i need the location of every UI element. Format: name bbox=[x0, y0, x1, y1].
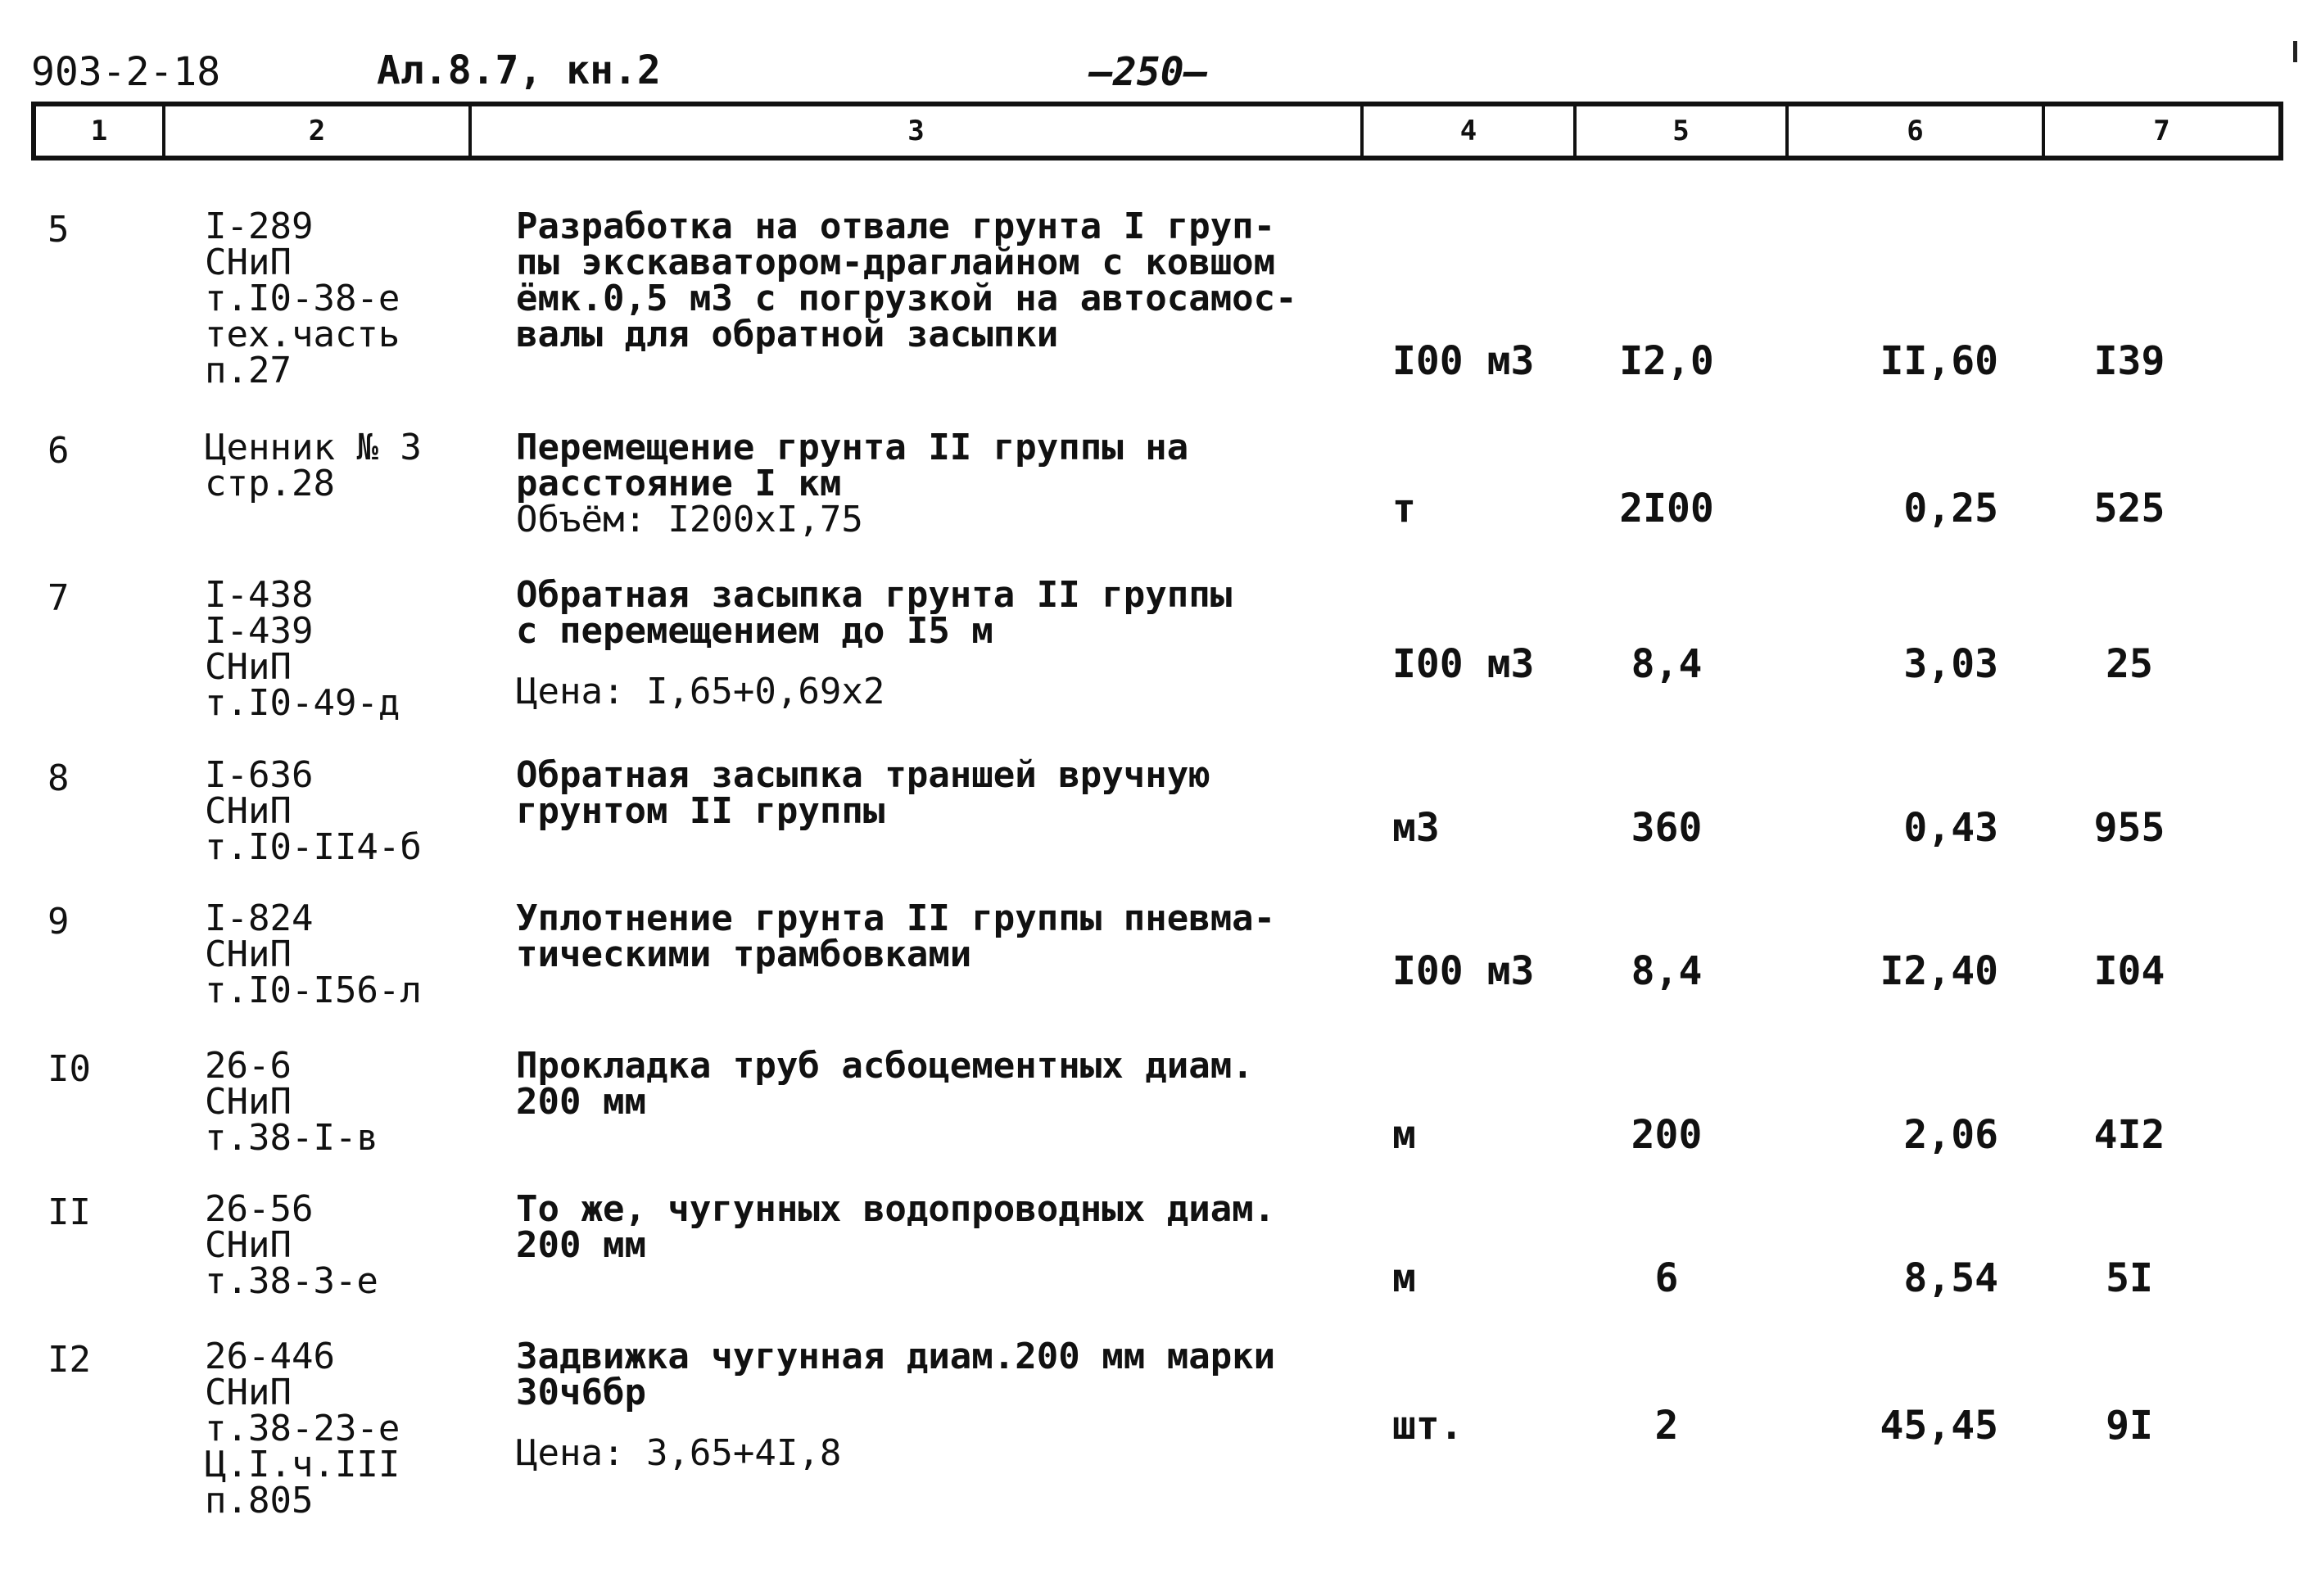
unit-of-measure: I00 м3 bbox=[1392, 338, 1535, 384]
quantity: 8,4 bbox=[1631, 948, 1703, 994]
item-number: I2 bbox=[48, 1339, 91, 1381]
unit-of-measure: м3 bbox=[1392, 805, 1440, 851]
norm-reference-line: т.I0-II4-б bbox=[205, 826, 422, 868]
norm-reference-line: СНиП bbox=[205, 646, 292, 688]
table-row bbox=[0, 206, 2321, 391]
column-header-4: 4 bbox=[1364, 106, 1577, 156]
work-description-line: 200 мм bbox=[516, 1224, 646, 1266]
work-description-line: Прокладка труб асбоцементных диам. bbox=[516, 1045, 1254, 1087]
quantity: 2 bbox=[1654, 1403, 1679, 1449]
work-description bbox=[516, 754, 1210, 832]
item-number: I0 bbox=[48, 1048, 91, 1090]
work-description bbox=[516, 427, 1189, 540]
column-header-2: 2 bbox=[165, 106, 472, 156]
work-description bbox=[516, 1188, 1276, 1266]
norm-reference-line: т.38-23-е bbox=[205, 1408, 400, 1449]
unit-of-measure: т bbox=[1392, 486, 1416, 531]
norm-reference-line: т.I0-38-е bbox=[205, 278, 400, 319]
quantity: 2I00 bbox=[1619, 486, 1714, 531]
norm-reference bbox=[205, 754, 422, 868]
column-header-5: 5 bbox=[1577, 106, 1789, 156]
document-code: 903-2-18 bbox=[31, 49, 221, 95]
work-description bbox=[516, 206, 1297, 355]
norm-reference-line: тех.часть bbox=[205, 314, 400, 355]
unit-price: 0,43 bbox=[1903, 805, 1998, 851]
work-description-line: То же, чугунных водопроводных диам. bbox=[516, 1188, 1276, 1230]
norm-reference bbox=[205, 1336, 400, 1521]
norm-reference-line: I-438 bbox=[205, 574, 314, 616]
quantity: 8,4 bbox=[1631, 641, 1703, 687]
work-description-line: 30ч6бр bbox=[516, 1372, 646, 1413]
norm-reference-line: т.I0-I56-л bbox=[205, 970, 422, 1011]
table-row bbox=[0, 1045, 2321, 1196]
column-header-7: 7 bbox=[2153, 115, 2170, 147]
norm-reference-line: 26-56 bbox=[205, 1188, 314, 1230]
work-description bbox=[516, 1336, 1276, 1474]
total-cost: 4I2 bbox=[2093, 1112, 2165, 1158]
total-cost: 955 bbox=[2093, 805, 2165, 851]
norm-reference-line: I-439 bbox=[205, 610, 314, 652]
unit-price: 45,45 bbox=[1880, 1403, 1998, 1449]
page-number: —250— bbox=[1089, 49, 1208, 95]
table-row bbox=[0, 1336, 2321, 1521]
unit-of-measure: м bbox=[1392, 1255, 1416, 1301]
work-description-line: с перемещением до I5 м bbox=[516, 610, 993, 652]
norm-reference-line: т.38-3-е bbox=[205, 1260, 378, 1302]
column-header-3: 3 bbox=[472, 106, 1364, 156]
table-row bbox=[0, 427, 2321, 577]
work-description-line: Обратная засыпка грунта II группы bbox=[516, 574, 1233, 616]
table-row bbox=[0, 1188, 2321, 1339]
norm-reference-line: п.27 bbox=[205, 350, 292, 391]
table-row bbox=[0, 897, 2321, 1048]
norm-reference bbox=[205, 206, 400, 391]
norm-reference-line: стр.28 bbox=[205, 463, 335, 504]
work-description-line: Уплотнение грунта II группы пневма- bbox=[516, 897, 1276, 939]
work-description bbox=[516, 897, 1276, 975]
table-row bbox=[0, 754, 2321, 905]
work-description-line: Обратная засыпка траншей вручную bbox=[516, 754, 1210, 796]
total-cost: I04 bbox=[2093, 948, 2165, 994]
work-description-line: Перемещение грунта II группы на bbox=[516, 427, 1189, 468]
item-number: 5 bbox=[48, 209, 70, 251]
work-note: Объём: I200хI,75 bbox=[516, 499, 863, 540]
work-description-line: расстояние I км bbox=[516, 463, 842, 504]
quantity: 360 bbox=[1631, 805, 1703, 851]
unit-of-measure: шт. bbox=[1392, 1403, 1464, 1449]
total-cost: 9I bbox=[2106, 1403, 2153, 1449]
work-description-line: ёмк.0,5 м3 с погрузкой на автосамос- bbox=[516, 278, 1297, 319]
norm-reference-line: т.38-I-в bbox=[205, 1117, 378, 1159]
quantity: 6 bbox=[1654, 1255, 1679, 1301]
norm-reference-line: СНиП bbox=[205, 1224, 292, 1266]
total-cost: I39 bbox=[2093, 338, 2165, 384]
column-header-row bbox=[31, 102, 2283, 161]
item-number: 7 bbox=[48, 577, 70, 619]
unit-price: 3,03 bbox=[1903, 641, 1998, 687]
item-number: 9 bbox=[48, 901, 70, 943]
total-cost: 25 bbox=[2106, 641, 2153, 687]
quantity: 200 bbox=[1631, 1112, 1703, 1158]
norm-reference-line: I-636 bbox=[205, 754, 314, 796]
norm-reference-line: СНиП bbox=[205, 1372, 292, 1413]
work-description-line: тическими трамбовками bbox=[516, 934, 972, 975]
norm-reference bbox=[205, 1188, 378, 1302]
work-description-line: грунтом II группы bbox=[516, 790, 885, 832]
norm-reference-line: I-289 bbox=[205, 206, 314, 247]
item-number: 8 bbox=[48, 757, 70, 799]
unit-price: 8,54 bbox=[1903, 1255, 1998, 1301]
norm-reference-line: т.I0-49-д bbox=[205, 682, 400, 724]
work-note: Цена: I,65+0,69х2 bbox=[516, 671, 885, 712]
norm-reference-line: СНиП bbox=[205, 1081, 292, 1123]
norm-reference bbox=[205, 574, 400, 724]
work-note: Цена: 3,65+4I,8 bbox=[516, 1432, 842, 1474]
norm-reference-line: СНиП bbox=[205, 790, 292, 832]
edge-mark bbox=[2293, 41, 2297, 62]
total-cost: 5I bbox=[2106, 1255, 2153, 1301]
quantity: I2,0 bbox=[1619, 338, 1714, 384]
norm-reference-line: 26-446 bbox=[205, 1336, 335, 1377]
norm-reference-line: СНиП bbox=[205, 934, 292, 975]
column-header-6: 6 bbox=[1789, 106, 2045, 156]
item-number: II bbox=[48, 1191, 91, 1233]
unit-price: 0,25 bbox=[1903, 486, 1998, 531]
item-number: 6 bbox=[48, 430, 70, 472]
norm-reference-line: СНиП bbox=[205, 242, 292, 283]
norm-reference bbox=[205, 427, 422, 504]
album-reference: Ал.8.7, кн.2 bbox=[377, 47, 661, 93]
unit-of-measure: м bbox=[1392, 1112, 1416, 1158]
work-description bbox=[516, 574, 1233, 712]
unit-price: II,60 bbox=[1880, 338, 1998, 384]
column-header-1: 1 bbox=[36, 106, 165, 156]
table-row bbox=[0, 574, 2321, 725]
norm-reference bbox=[205, 1045, 378, 1159]
norm-reference-line: п.805 bbox=[205, 1480, 314, 1521]
norm-reference bbox=[205, 897, 422, 1011]
total-cost: 525 bbox=[2093, 486, 2165, 531]
work-description-line: валы для обратной засыпки bbox=[516, 314, 1059, 355]
unit-of-measure: I00 м3 bbox=[1392, 948, 1535, 994]
work-description-line: Задвижка чугунная диам.200 мм марки bbox=[516, 1336, 1276, 1377]
norm-reference-line: Ц.I.ч.III bbox=[205, 1444, 400, 1485]
unit-price: I2,40 bbox=[1880, 948, 1998, 994]
unit-of-measure: I00 м3 bbox=[1392, 641, 1535, 687]
work-description bbox=[516, 1045, 1254, 1123]
work-description-line: пы экскаватором-драглайном с ковшом bbox=[516, 242, 1276, 283]
norm-reference-line: I-824 bbox=[205, 897, 314, 939]
norm-reference-line: 26-6 bbox=[205, 1045, 292, 1087]
unit-price: 2,06 bbox=[1903, 1112, 1998, 1158]
norm-reference-line: Ценник № 3 bbox=[205, 427, 422, 468]
work-description-line: 200 мм bbox=[516, 1081, 646, 1123]
work-description-line: Разработка на отвале грунта I груп- bbox=[516, 206, 1276, 247]
